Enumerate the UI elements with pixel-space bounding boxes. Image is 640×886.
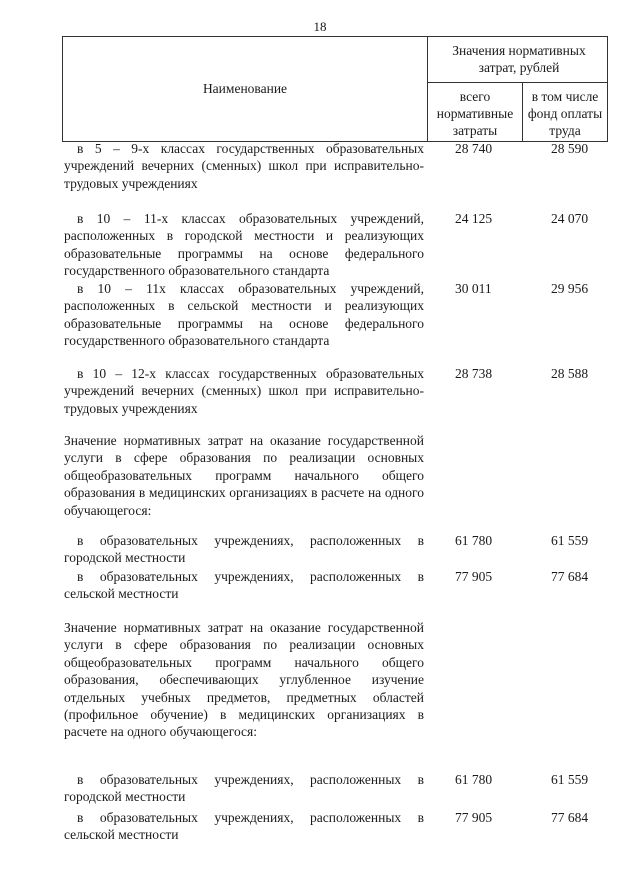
row-payroll-value: 61 559	[551, 533, 589, 548]
row-description: в образовательных учреждениях, расположенных в городской местности	[64, 772, 424, 805]
row-total-value: 28 738	[455, 366, 493, 381]
row-total-value: 77 905	[455, 569, 493, 584]
row-total-value: 61 780	[455, 772, 493, 787]
header-group-divider	[427, 82, 608, 83]
row-description: в 10 – 11-х классах образовательных учреждений, расположенных в городской местности и реализующих образовательные программы на основе федерального государственного образовательного стандарта	[64, 211, 424, 279]
row-description: в образовательных учреждениях, расположенных в сельской местности	[64, 569, 424, 602]
header-total-column: всего нормативные затраты	[436, 89, 514, 138]
row-total-value: 30 011	[455, 281, 492, 296]
page-number: 18	[313, 19, 327, 34]
header-right-border	[607, 36, 608, 142]
row-description: в образовательных учреждениях, расположенных в сельской местности	[64, 810, 424, 843]
section-heading-text: Значение нормативных затрат на оказание государственной услуги в сфере образования по реализации основных общеобразовательных программ начального общего образования в медицинских организациях в расчете на одного обучающегося:	[64, 433, 424, 518]
row-payroll-value: 28 588	[551, 366, 589, 381]
row-payroll-value: 29 956	[551, 281, 589, 296]
header-payroll-column: в том числе фонд оплаты труда	[527, 89, 603, 138]
header-top-border	[62, 36, 608, 37]
row-total-value: 77 905	[455, 810, 493, 825]
row-description: в образовательных учреждениях, расположенных в городской местности	[64, 533, 424, 566]
row-payroll-value: 28 590	[551, 141, 589, 156]
row-description: в 5 – 9-х классах государственных образовательных учреждений вечерних (сменных) школ при исправительно-трудовых учреждениях	[64, 141, 424, 191]
row-payroll-value: 61 559	[551, 772, 589, 787]
row-total-value: 28 740	[455, 141, 493, 156]
header-name-column: Наименование	[202, 81, 288, 96]
row-description: в 10 – 12-х классах государственных образовательных учреждений вечерних (сменных) школ при исправительно-трудовых учреждениях	[64, 366, 424, 416]
row-payroll-value: 77 684	[551, 569, 589, 584]
row-payroll-value: 24 070	[551, 211, 589, 226]
row-total-value: 24 125	[455, 211, 493, 226]
section-heading-text: Значение нормативных затрат на оказание государственной услуги в сфере образования по реализации основных общеобразовательных программ начального общего образования, обеспечивающих углубленное изучение отдельных учебных предметов, предметных областей (профильное обучение) в медицинских организациях в расчете на одного обучающегося:	[64, 620, 424, 740]
row-payroll-value: 77 684	[551, 810, 589, 825]
row-description: в 10 – 11х классах образовательных учреждений, расположенных в сельской местности и реализующих образовательные программы на основе федерального государственного образовательного стандарта	[64, 281, 424, 349]
row-total-value: 61 780	[455, 533, 493, 548]
header-values-group: Значения нормативных затрат, рублей	[452, 43, 586, 75]
